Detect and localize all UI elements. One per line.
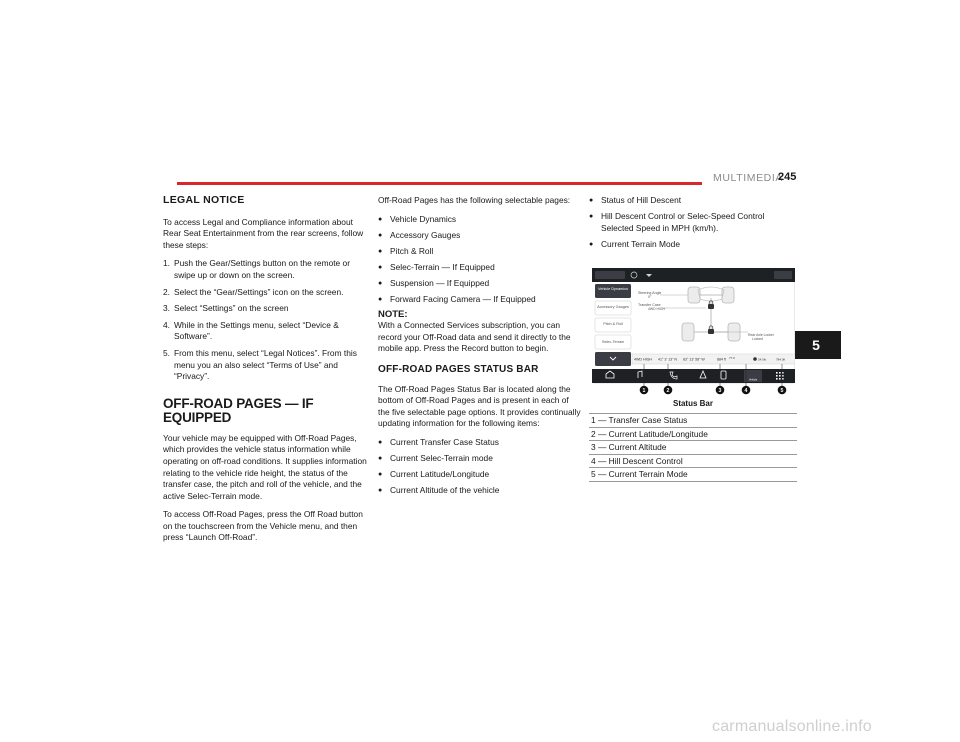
list-item: ● Vehicle Dynamics [378, 213, 457, 224]
list-item: 3. Select “Settings” on the screen [163, 303, 289, 314]
rear-axle-value: Locked [752, 337, 763, 341]
list-item: ● Pitch & Roll [378, 245, 434, 256]
header-section-title: MULTIMEDIA [713, 172, 783, 184]
bottom-nav-bar [592, 369, 795, 383]
note-label: NOTE: [378, 309, 408, 321]
figure-caption: Status Bar [672, 399, 713, 408]
list-item: ● Current Selec-Terrain mode [378, 453, 493, 463]
list-item: ● Suspension — If Equipped [378, 277, 490, 288]
legal-steps-list [163, 258, 371, 382]
bullet-icon: ● [589, 213, 594, 221]
legend-row: 5 — Current Terrain Mode [589, 468, 797, 482]
lock-icon [708, 329, 714, 334]
chapter-tab: 5 [791, 331, 841, 359]
bullet-icon: ● [378, 215, 383, 223]
transfer-case-status: 4WD HIGH [634, 357, 652, 362]
bullet-icon: ● [378, 247, 383, 255]
bullet-icon: ● [378, 296, 383, 304]
bullet-icon: ● [378, 263, 383, 271]
legend-row: 3 — Current Altitude [589, 441, 797, 455]
status-items-list [378, 437, 581, 497]
legend-row: 4 — Hill Descent Control [589, 455, 797, 469]
side-button-label: Vehicle Dynamics [598, 287, 628, 291]
list-item: ● Status of Hill Descent [589, 195, 682, 205]
list-item: ● Current Altitude of the vehicle [378, 485, 500, 496]
list-item: ● Current Terrain Mode [589, 238, 680, 249]
apps-grid-icon [776, 372, 784, 380]
list-item: ● Selec-Terrain — If Equipped [378, 261, 495, 272]
offroad-paragraph-2: To access Off-Road Pages, press the Off Road button on the touchscreen from the Vehicle menu, and then press “Launch Off-Road”. [163, 509, 363, 543]
svg-text:2: 2 [666, 388, 670, 394]
list-item: 1. Push the Gear/Settings button on the remote or swipe up or down on the screen. [163, 258, 350, 280]
hill-descent-speed: 77.0 [729, 356, 735, 360]
steering-angle-label: Steering Angle [638, 291, 662, 295]
longitude-readout: 83° 13' 58" W [683, 357, 705, 362]
status-items-list-continued [589, 195, 797, 250]
terrain-mode-icon [753, 357, 757, 361]
side-button-label: Accessory Gauges [597, 305, 629, 309]
legal-notice-heading: LEGAL NOTICE [163, 194, 245, 206]
figure-legend-table [589, 413, 797, 482]
list-item: ● Current Transfer Case Status [378, 436, 499, 447]
chevron-down-button [595, 352, 631, 366]
latitude-readout: 41° 3' 13" N [658, 357, 677, 362]
bullet-icon: ● [378, 471, 383, 479]
status-bar-intro: The Off-Road Pages Status Bar is located along the bottom of Off-Road Pages and is present in each of the five selectable page options. It provides continually updating information for the following items: [378, 383, 581, 429]
column-1 [163, 195, 371, 551]
note-text: With a Connected Services subscription, you can record your Off-Road data and send it directly to the mobile app. Press the Record button to begin. [378, 320, 571, 354]
altitude-readout: 884 ft [717, 357, 726, 362]
svg-text:4: 4 [744, 388, 748, 394]
offroad-paragraph-1: Your vehicle may be equipped with Off-Road Pages, which provides the vehicle status information while operating on off-road conditions. It supplies information relating to the vehicle ride height, the status of the transfer case, the pitch and roll of the vehicle, and the active Selec-Terrain mode. [163, 432, 367, 501]
bullet-icon: ● [378, 487, 383, 495]
offroad-pages-heading: OFF-ROAD PAGES — IF EQUIPPED [163, 395, 314, 425]
bullet-icon: ● [378, 231, 383, 239]
side-button-label: Pitch & Roll [603, 322, 623, 326]
status-bar [632, 354, 795, 364]
rear-axle-label: Rear Axle Locker [748, 333, 774, 337]
legend-row: 2 — Current Latitude/Longitude [589, 428, 797, 442]
bullet-icon: ● [378, 438, 383, 446]
list-item: 4. While in the Settings menu, select “Device & Software”. [163, 319, 339, 342]
bullet-icon: ● [589, 197, 594, 204]
list-item: 5. From this menu, select “Legal Notices”. From this menu you an also select “Terms of Use” and “Privacy”. [163, 347, 357, 382]
svg-text:3: 3 [718, 388, 722, 394]
legend-row: 1 — Transfer Case Status [589, 414, 797, 428]
legal-intro: To access Legal and Compliance information about Rear Seat Entertainment from the rear screens, follow these steps: [163, 216, 364, 250]
transfer-case-label: Transfer Case [638, 303, 661, 307]
list-item: ● Current Latitude/Longitude [378, 469, 490, 480]
offroad-status-bar-figure [592, 268, 795, 400]
steering-angle-value: 0° [648, 295, 652, 299]
list-item: ● Accessory Gauges [378, 229, 461, 240]
page-number: 245 [778, 171, 797, 183]
bullet-icon: ● [378, 455, 383, 462]
svg-text:5: 5 [780, 388, 784, 394]
watermark: carmanualsonline.info [712, 718, 872, 735]
header-rule [177, 182, 702, 185]
list-item: 2. Select the “Gear/Settings” icon on the screen. [163, 286, 344, 297]
svg-text:1: 1 [642, 388, 646, 394]
pages-list [378, 214, 581, 306]
list-item: ● Forward Facing Camera — If Equipped [378, 294, 536, 305]
list-item: ● Hill Descent Control or Selec-Speed Control Selected Speed in MPH (km/h). [589, 211, 765, 233]
status-bar-heading: OFF-ROAD PAGES STATUS BAR [378, 363, 539, 375]
column-2 [378, 195, 581, 501]
transfer-case-value: 4WD HIGH [648, 307, 665, 311]
status-readout-small: 24.5kt [758, 357, 767, 362]
status-readout-small: 784.0ft [776, 357, 786, 362]
vehicle-nav-label: Vehicle [748, 378, 758, 382]
bullet-icon: ● [589, 240, 594, 248]
pages-intro: Off-Road Pages has the following selectable pages: [378, 195, 571, 205]
side-button-label: Selec-Terrain [601, 340, 625, 344]
bullet-icon: ● [378, 279, 383, 287]
column-3 [589, 195, 797, 255]
lock-icon [708, 304, 714, 309]
